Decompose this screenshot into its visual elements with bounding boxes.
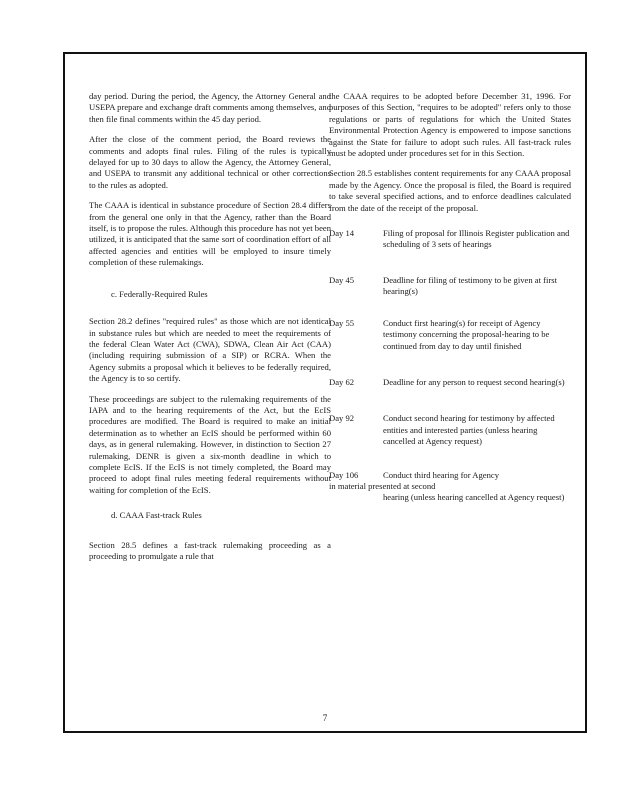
left-paragraph-6: Section 28.5 defines a fast-track rulemaking proceeding as a proceeding to promulgate a rule that	[89, 539, 331, 561]
document-page	[63, 52, 587, 733]
hearing-schedule	[329, 228, 571, 504]
left-paragraph-1: day period. During the period, the Agency, the Attorney General and USEPA prepare and exchange draft comments among themselves, and then file final comments within the 45 day period.	[89, 91, 331, 124]
left-paragraph-2: After the close of the comment period, the Board reviews the comments and adopts final rules. Filing of the rules is typically delayed for up to 30 days to allow the Agency, the Attorney General, and USEPA to transmit any additional technical or other corrections to the rules as adopted.	[89, 134, 331, 190]
schedule-description: Conduct third hearing for Agency	[383, 469, 499, 480]
schedule-entry	[329, 413, 571, 447]
left-paragraph-4: Section 28.2 defines "required rules" as those which are not identical in substance rules but which are needed to meet the requirements of the federal Clean Water Act (CWA), SDWA, Clean Air Act (CAA) (including requiring submission of a SIP) or RCRA. When the Agency submits a proposal which it believes to be federally required, the Agency is to so certify.	[89, 316, 331, 384]
schedule-description: Conduct first hearing(s) for receipt of Agency testimony concerning the proposal-hearing to be continued from day to day until finished	[383, 317, 550, 351]
schedule-day: Day 14	[329, 228, 355, 239]
left-column	[89, 91, 331, 571]
schedule-day: Day 92	[329, 413, 355, 424]
right-paragraph-1: the CAAA requires to be adopted before December 31, 1996. For purposes of this Section, "requires to be adopted" refers only to those regulations or parts of regulations for which the United States Environmental Protection Agency is empowered to impose sanctions against the State for failure to adopt such rules. All fast-track rules must be adopted under procedures set for in this Section.	[329, 91, 571, 159]
left-paragraph-3: The CAAA is identical in substance procedure of Section 28.4 differs from the general one only in that the Agency, rather than the Board itself, is to propose the rules. Although this procedure has not yet been utilized, it is anticipated that the same sort of coordination effort of all affected agencies and entities will be employed to insure timely completion of these rulemakings.	[89, 200, 332, 268]
right-paragraph-2: Section 28.5 establishes content requirements for any CAAA proposal made by the Agency. Once the proposal is filed, the Board is required to take several specified actions, and to enforce deadlines calculated from the date of the receipt of the proposal.	[329, 168, 571, 213]
schedule-description: Filing of proposal for Illinois Register publication and scheduling of 3 sets of hearings	[383, 228, 570, 250]
right-column	[329, 91, 571, 504]
schedule-description: Deadline for any person to request second hearing(s)	[383, 376, 565, 387]
section-heading-d: d. CAAA Fast-track Rules	[111, 510, 202, 521]
schedule-description-continued: in material presented at second	[329, 480, 436, 491]
schedule-entry	[329, 275, 571, 298]
schedule-entry	[329, 470, 571, 504]
schedule-day: Day 106	[329, 469, 359, 480]
schedule-description: Deadline for filing of testimony to be given at first hearing(s)	[383, 274, 557, 297]
section-heading-c: c. Federally-Required Rules	[111, 288, 208, 299]
schedule-entry	[329, 377, 571, 388]
schedule-description-continued: hearing (unless hearing cancelled at Agency request)	[383, 492, 565, 503]
schedule-day: Day 45	[329, 274, 355, 285]
schedule-description: Conduct second hearing for testimony by affected entities and interested parties (unless hearing cancelled at Agency request)	[383, 413, 555, 447]
page-number: 7	[322, 713, 328, 723]
schedule-day: Day 55	[329, 317, 355, 328]
schedule-entry	[329, 228, 571, 251]
left-paragraph-5: These proceedings are subject to the rulemaking requirements of the IAPA and to the hearing requirements of the Act, but the EcIS procedures are modified. The Board is required to make an initial determination as to whether an EcIS should be performed within 60 days, as in general rulemaking. However, in distinction to Section 27 rulemaking, DENR is given a six-month deadline in which to complete EcIS. If the EcIS is not timely completed, the Board may proceed to adopt final rules meeting federal requirements without waiting for completion of the EcIS.	[89, 393, 331, 495]
schedule-entry	[329, 318, 571, 352]
schedule-day: Day 62	[329, 376, 355, 387]
